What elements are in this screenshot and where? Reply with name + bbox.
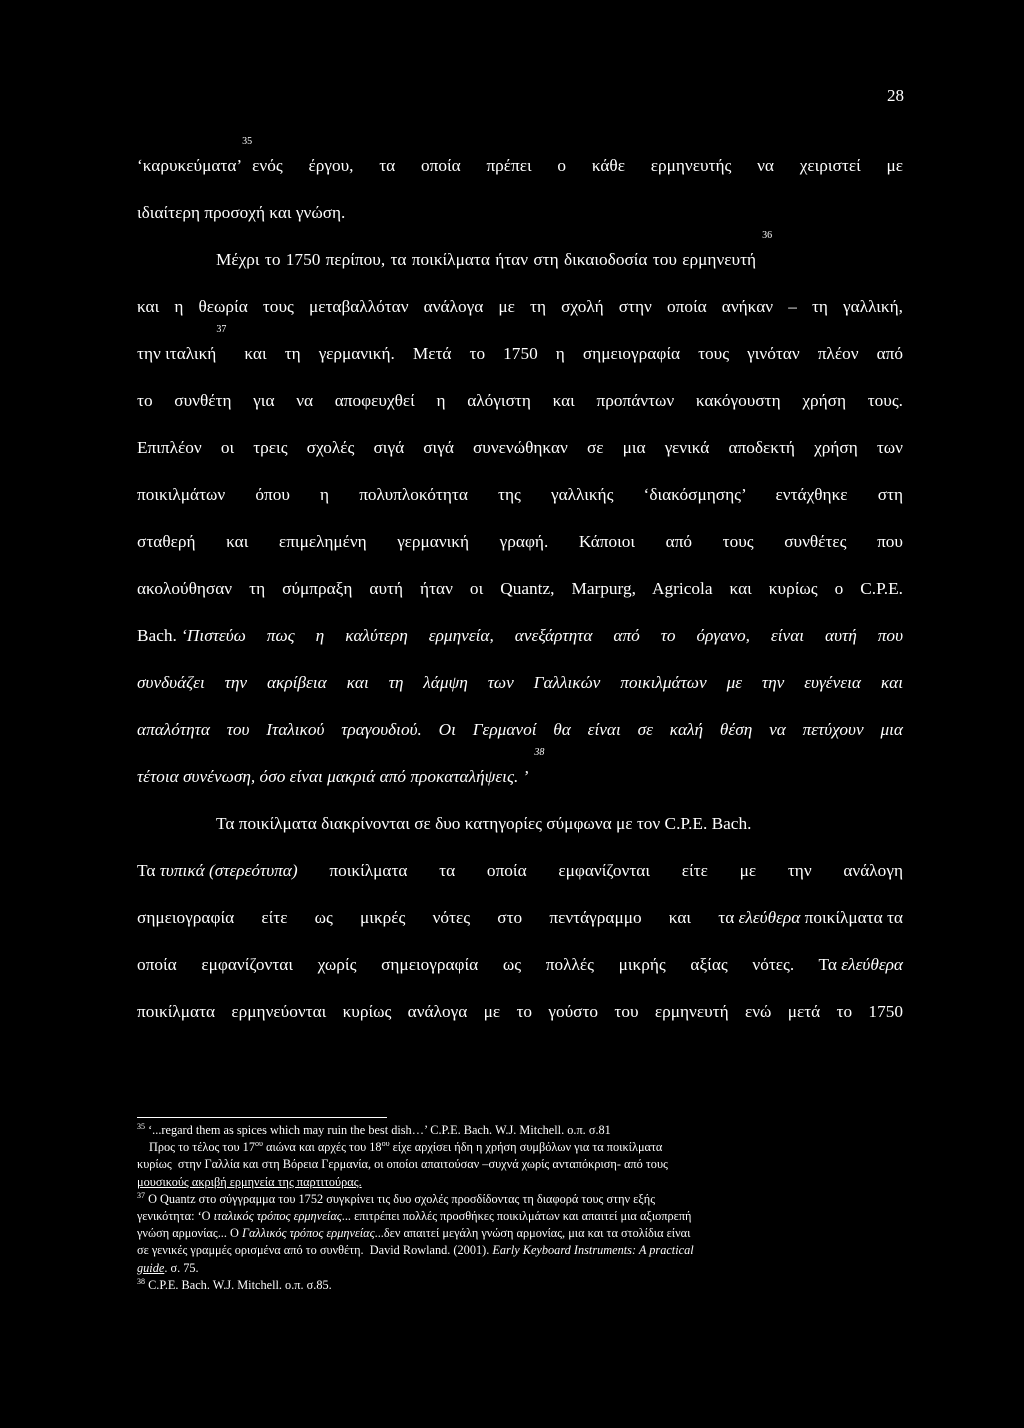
footnote-emphasis: ιταλικός τρόπος ερμηνείας [213,1208,342,1223]
footnote-35-line [137,1139,903,1156]
main-text [137,136,903,1035]
text-line [137,800,903,847]
footnote-37-line [137,1242,903,1259]
footnote-ref: 36 [762,230,773,241]
footnote-emphasis: Early Keyboard Instruments: A practical [492,1243,694,1258]
text-segment: ιδιαίτερη προσοχή και γνώση. [137,203,346,222]
footnote-37-line [137,1260,903,1277]
text-line [137,565,903,612]
page-number: 28 [887,86,904,105]
text-segment: και η θεωρία τους μεταβαλλόταν ανάλογα με τη σχολή στην οποία ανήκαν – τη γαλλική, [137,297,903,316]
footnote-text: Ο Quantz στο σύγγραμμα του 1752 συγκρίνει τις δυο σχολές προσδίδοντας τη διαφορά τους στην εξής [145,1191,656,1206]
text-segment: ποικίλματα ερμηνεύονται κυρίως ανάλογα με το γούστο του ερμηνευτή ενώ μετά το 1750 [137,1002,903,1021]
footnotes [137,1122,903,1294]
footnote-text: ‘...regard them as spices which may ruin the best dish…’ C.P.E. Bach. W.J. Mitchell. ο.π. σ.81 [145,1123,611,1137]
text-line [137,612,903,659]
text-segment: την ιταλική [137,344,217,363]
text-line [137,659,903,706]
text-segment: Τα ποικίλματα διακρίνονται σε δυο κατηγορίες σύμφωνα με τον C.P.E. Bach. [216,814,752,833]
text-segment: Επιπλέον οι τρεις σχολές σιγά σιγά συνενώθηκαν σε μια γενικά αποδεκτή χρήση των [137,438,903,457]
text-line [137,747,903,800]
text-line [137,189,903,236]
quote-segment: απαλότητα του Ιταλικού τραγουδιού. Οι Γερμανοί θα είναι σε καλή θέση να πετύχουν μια [137,720,903,739]
footnote-37 [137,1191,903,1208]
footnote-text: C.P.E. Bach. W.J. Mitchell. ο.π. σ.85. [145,1277,332,1292]
footnote-text: γενικότητα: ‘Ο [137,1208,214,1223]
text-line [137,324,903,377]
text-segment: και τη γερμανική. Μετά το 1750 η σημειογραφία τους γινόταν πλέον από [226,344,903,363]
footnote-38 [137,1277,903,1294]
footnote-number: 38 [137,1276,145,1286]
footnote-35 [137,1122,903,1139]
text-line [137,894,903,941]
footnote-text: γνώση αρμονίας... Ο [137,1226,242,1241]
footnote-text: είχε αρχίσει ήδη η χρήση συμβόλων για τα ποικίλματα [389,1140,663,1155]
text-line [137,847,903,894]
text-line [137,424,903,471]
text-segment: ακολούθησαν τη σύμπραξη αυτή ήταν οι Quantz, Marpurg, Agricola και κυρίως ο C.P.E. [137,579,903,598]
text-segment: ‘καρυκεύματα’ [137,156,243,175]
text-line [137,377,903,424]
footnote-ref: 38 [534,747,545,758]
footnote-ref: 37 [216,324,227,335]
footnote-35-line [137,1156,903,1173]
footnote-number: 35 [137,1122,145,1131]
emphasis-segment: τυπικά (στερεότυπα) [159,861,298,880]
footnote-text: Προς το τέλος του 17 [149,1140,255,1155]
quote-segment: συνδυάζει την ακρίβεια και τη λάμψη των Γαλλικών ποικιλμάτων με την ευγένεια και [137,673,903,692]
text-segment: Μέχρι το 1750 περίπου, τα ποικίλματα ήταν στη δικαιοδοσία του ερμηνευτή [216,250,757,269]
text-segment: ποικιλμάτων όπου η πολυπλοκότητα της γαλλικής ‘διακόσμησης’ εντάχθηκε στη [137,485,903,504]
text-segment: το συνθέτη για να αποφευχθεί η αλόγιστη και προπάντων κακόγουστη χρήση τους. [137,391,903,410]
footnote-text: κυρίως στην Γαλλία και στη Βόρεια Γερμανία, οι οποίοι απαιτούσαν –συχνά χωρίς ανταπόκριση- από τους [137,1157,668,1172]
text-line [137,988,903,1035]
text-line [137,283,903,330]
footnote-emphasis: Γαλλικός τρόπος ερμηνείας [241,1226,375,1241]
footnote-text: αιώνα και αρχές του 18 [262,1140,382,1155]
ordinal-suffix: ου [254,1139,263,1149]
text-segment: ποικίλματα τα οποία εμφανίζονται είτε με την ανάλογη [297,861,903,880]
text-segment: Τα [137,861,160,880]
footnote-37-line [137,1225,903,1242]
footnote-ref: 35 [242,136,253,147]
footnote-text: ... επιτρέπει πολλές προσθήκες ποικιλμάτων και απαιτεί μια αξιοπρεπή [341,1208,692,1223]
text-line [137,706,903,753]
text-line [137,471,903,518]
text-line [137,136,903,189]
text-line [137,941,903,988]
text-line [137,230,903,283]
text-segment: σταθερή και επιμελημένη γερμανική γραφή. Κάποιοι από τους συνθέτες που [137,532,903,551]
footnote-35-line [137,1174,903,1191]
footnote-separator [137,1117,387,1118]
text-segment: οποία εμφανίζονται χωρίς σημειογραφία ως πολλές μικρής αξίας νότες. Τα [137,955,837,974]
footnote-text: μουσικούς ακριβή ερμηνεία της παρτιτούρας. [137,1174,362,1189]
text-segment: σημειογραφία είτε ως μικρές νότες στο πεντάγραμμο και τα [137,908,735,927]
footnote-text: ...δεν απαιτεί μεγάλη γνώση αρμονίας, μια και τα στολίδια είναι [374,1226,691,1241]
emphasis-segment: ελεύθερα [738,908,801,927]
text-line [137,518,903,565]
footnote-text: . σ. 75. [164,1260,199,1275]
text-segment: ενός έργου, τα οποία πρέπει ο κάθε ερμηνευτής να χειριστεί με [252,156,903,175]
footnote-text: σε γενικές γραμμές ορισμένα από το συνθέτη. David Rowland. (2001). [137,1243,493,1258]
emphasis-segment: ελεύθερα [841,955,903,974]
footnote-emphasis: guide [137,1260,165,1275]
footnote-37-line [137,1208,903,1225]
footnote-number: 37 [137,1190,145,1200]
quote-segment: ‘Πιστεύω πως η καλύτερη ερμηνεία, ανεξάρτητα από το όργανο, είναι αυτή που [181,626,903,645]
quote-segment: τέτοια συνένωση, όσο είναι μακριά από προκαταλήψεις. ’ [137,767,529,786]
text-segment [252,142,903,189]
text-segment: Bach. [137,626,182,645]
ordinal-suffix: ου [381,1139,390,1149]
text-segment: ποικίλματα τα [800,908,903,927]
